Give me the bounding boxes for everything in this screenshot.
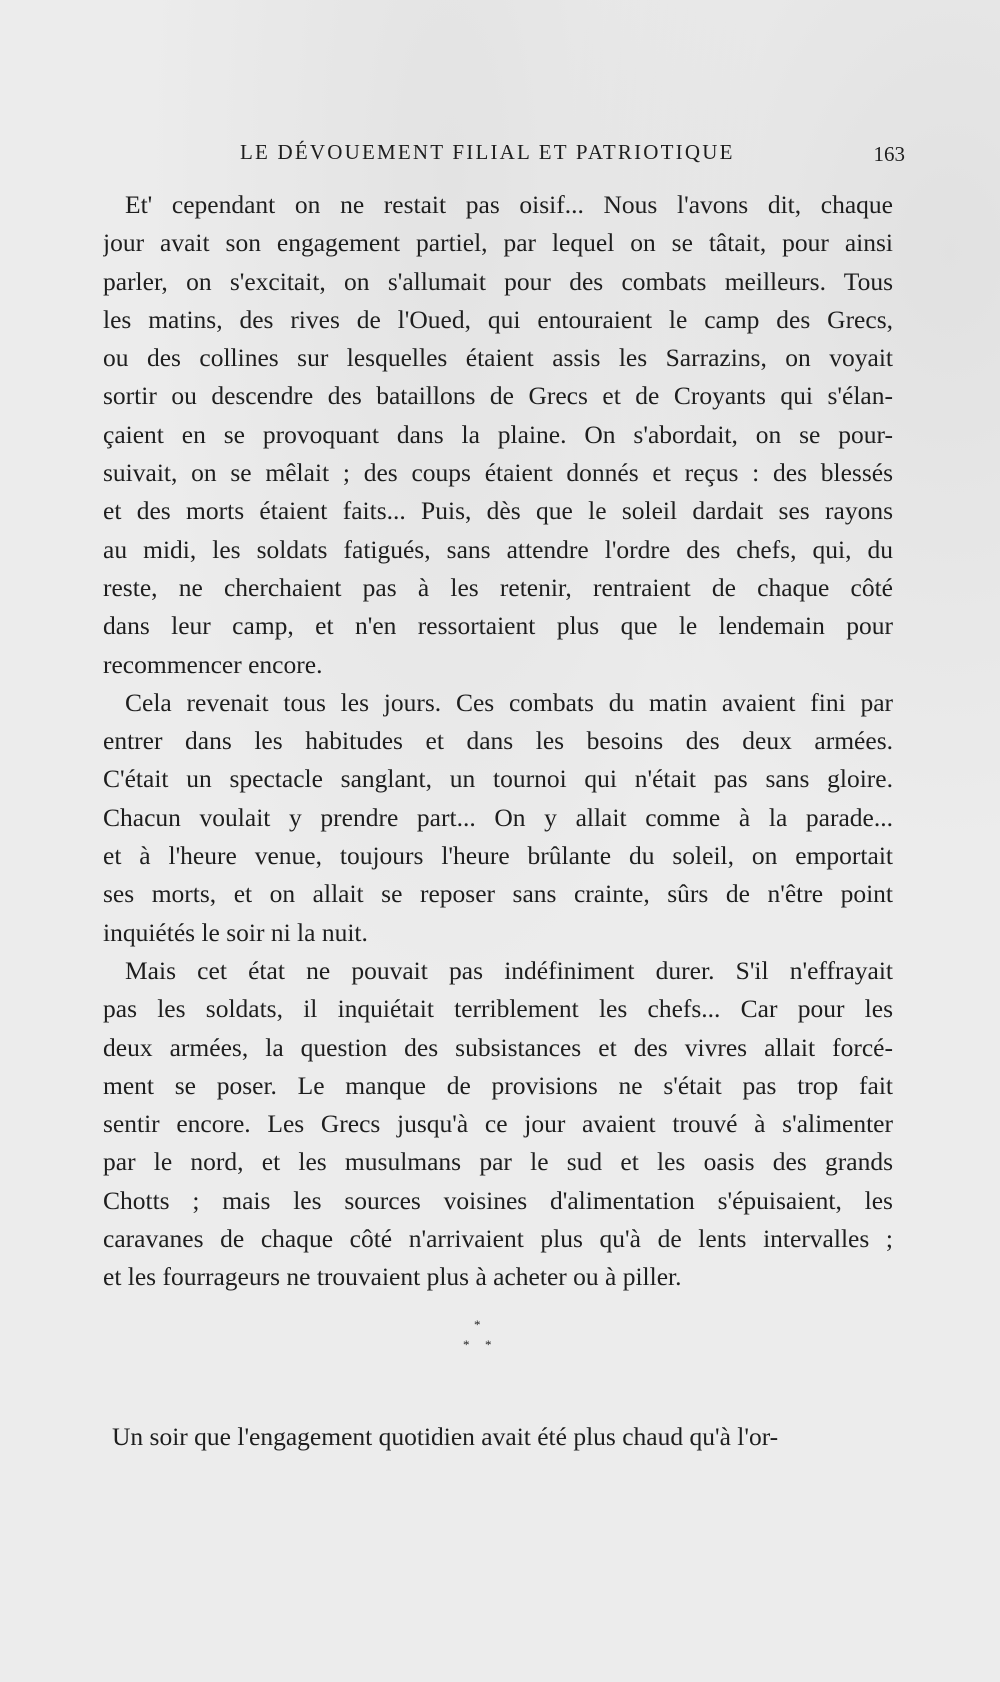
paragraph [103,186,893,684]
text-line: Chotts ; mais les sources voisines d'alimentation s'épuisaient, les [103,1185,893,1215]
text-line: recommencer encore. [103,649,323,679]
paragraph [103,684,893,952]
text-line: reste, ne cherchaient pas à les retenir, rentraient de chaque côté [103,572,893,602]
text-line: deux armées, la question des subsistances et des vivres allait forcé- [103,1032,893,1062]
star-icon: * [463,1337,470,1352]
text-line: Et' cependant on ne restait pas oisif... Nous l'avons dit, chaque [125,190,893,219]
body-text [103,186,893,1297]
text-line: jour avait son engagement partiel, par lequel on se tâtait, pour ainsi [103,228,893,258]
star-icon: * [485,1337,492,1352]
text-line: les matins, des rives de l'Oued, qui entouraient le camp des Grecs, [103,304,893,334]
text-line: inquiétés le soir ni la nuit. [103,917,368,947]
paragraph [103,952,893,1297]
text-line: ses morts, et on allait se reposer sans crainte, sûrs de n'être point [103,879,893,909]
star-icon: * [474,1317,481,1332]
text-line: ou des collines sur lesquelles étaient assis les Sarrazins, on voyait [103,343,893,373]
text-line: parler, on s'excitait, on s'allumait pour des combats meilleurs. Tous [103,266,893,296]
text-line: sortir ou descendre des bataillons de Grecs et de Croyants qui s'élan- [103,381,893,411]
text-line: dans leur camp, et n'en ressortaient plus que le lendemain pour [103,611,893,641]
text-line: et à l'heure venue, toujours l'heure brûlante du soleil, on emportait [103,841,893,871]
text-line: Chacun voulait y prendre part... On y allait comme à la parade... [103,802,893,832]
text-line: suivait, on se mêlait ; des coups étaient donnés et reçus : des blessés [103,458,893,488]
text-line: Cela revenait tous les jours. Ces combats du matin avaient fini par [125,687,893,717]
text-line: çaient en se provoquant dans la plaine. On s'abordait, on se pour- [103,419,893,449]
running-head-title: LE DÉVOUEMENT FILIAL ET PATRIOTIQUE [240,140,735,164]
running-head [110,140,905,176]
text-line: par le nord, et les musulmans par le sud et les oasis des grands [103,1147,893,1177]
text-line: entrer dans les habitudes et dans les besoins des deux armées. [103,726,893,756]
text-line: et des morts étaient faits... Puis, dès que le soleil dardait ses rayons [103,496,893,526]
text-line: C'était un spectacle sanglant, un tournoi qui n'était pas sans gloire. [103,764,893,794]
asterism-ornament [455,1318,505,1362]
page-number: 163 [873,142,905,166]
text-line: au midi, les soldats fatigués, sans attendre l'ordre des chefs, qui, du [103,534,893,564]
text-line: et les fourrageurs ne trouvaient plus à acheter ou à piller. [103,1262,682,1292]
text-line: pas les soldats, il inquiétait terriblement les chefs... Car pour les [103,994,893,1024]
text-line: caravanes de chaque côté n'arrivaient plus qu'à de lents intervalles ; [103,1224,893,1254]
text-line: ment se poser. Le manque de provisions ne s'était pas trop fait [103,1070,893,1100]
text-line: sentir encore. Les Grecs jusqu'à ce jour avaient trouvé à s'alimenter [103,1109,893,1139]
continuation-line: Un soir que l'engagement quotidien avait été plus chaud qu'à l'or- [112,1422,779,1451]
text-line: Mais cet état ne pouvait pas indéfiniment durer. S'il n'effrayait [125,955,893,985]
